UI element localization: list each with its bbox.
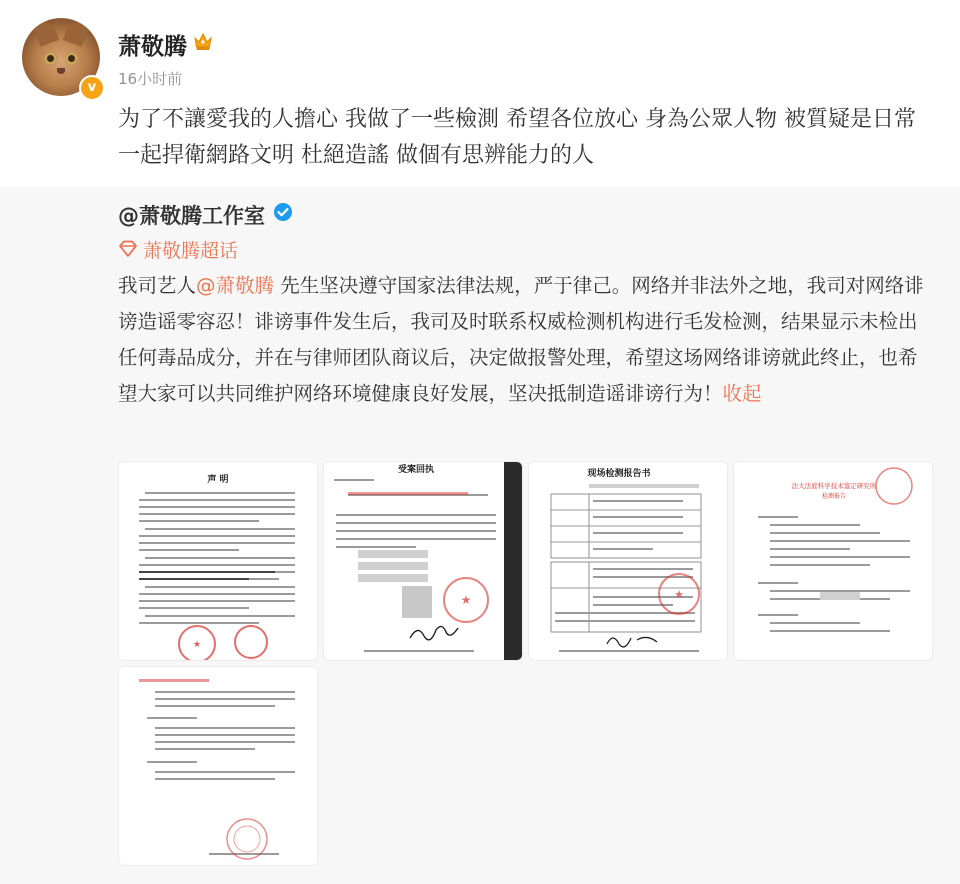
receipt-title: 受案回执 <box>397 465 435 475</box>
username[interactable]: 萧敬腾 <box>118 34 187 60</box>
svg-text:★: ★ <box>192 640 202 650</box>
post-timestamp[interactable]: 16小时前 <box>118 70 183 88</box>
repost-card <box>0 186 960 884</box>
image-statement[interactable] <box>118 461 318 661</box>
cat-ear <box>33 19 59 47</box>
cat-ear <box>63 19 89 47</box>
collapse-link[interactable]: 收起 <box>722 382 762 405</box>
statement-title: 声 明 <box>207 475 229 485</box>
verified-badge-icon: v <box>79 75 105 101</box>
image-test-report[interactable] <box>528 461 728 661</box>
verified-blue-icon <box>273 202 293 222</box>
topic-link[interactable]: 萧敬腾超话 <box>143 240 239 262</box>
lab-subtitle: 检测报告 <box>821 493 847 500</box>
crown-icon <box>192 30 214 52</box>
image-case-receipt[interactable] <box>323 461 523 661</box>
mention-link[interactable]: @萧敬腾 <box>196 274 275 297</box>
image-lab-report[interactable] <box>733 461 933 661</box>
repost-text-body: 先生坚决遵守国家法律法规，严于律己。网络并非法外之地，我司对网络诽谤造谣零容忍！诽谤事件发生后，我司及时联系权威检测机构进行毛发检测，结果显示未检出任何毒品成分，并在与律师团队商议后，决定做报警处理，希望这场网络诽谤就此终止，也希望大家可以共同维护网络环境健康良好发展，坚决抵制造谣诽谤行为！ <box>118 274 924 405</box>
cat-eye <box>44 52 57 65</box>
diamond-topic-icon <box>118 240 138 258</box>
lab-name: 法大法庭科学技术鉴定研究所 <box>791 482 877 490</box>
repost-text <box>118 268 930 412</box>
post-text: 为了不讓愛我的人擔心 我做了一些檢測 希望各位放心 身為公眾人物 被質疑是日常 一起捍衛網路文明 杜絕造謠 做個有思辨能力的人 <box>118 107 916 168</box>
repost-author[interactable]: @萧敬腾工作室 <box>118 204 265 228</box>
svg-text:★: ★ <box>460 593 472 607</box>
repost-text-start: 我司艺人 <box>118 274 197 297</box>
image-lab-report-2[interactable] <box>118 666 318 866</box>
report-title: 现场检测报告书 <box>587 469 651 479</box>
svg-text:★: ★ <box>674 588 684 601</box>
cat-eye <box>65 52 78 65</box>
cat-nose <box>57 68 65 74</box>
